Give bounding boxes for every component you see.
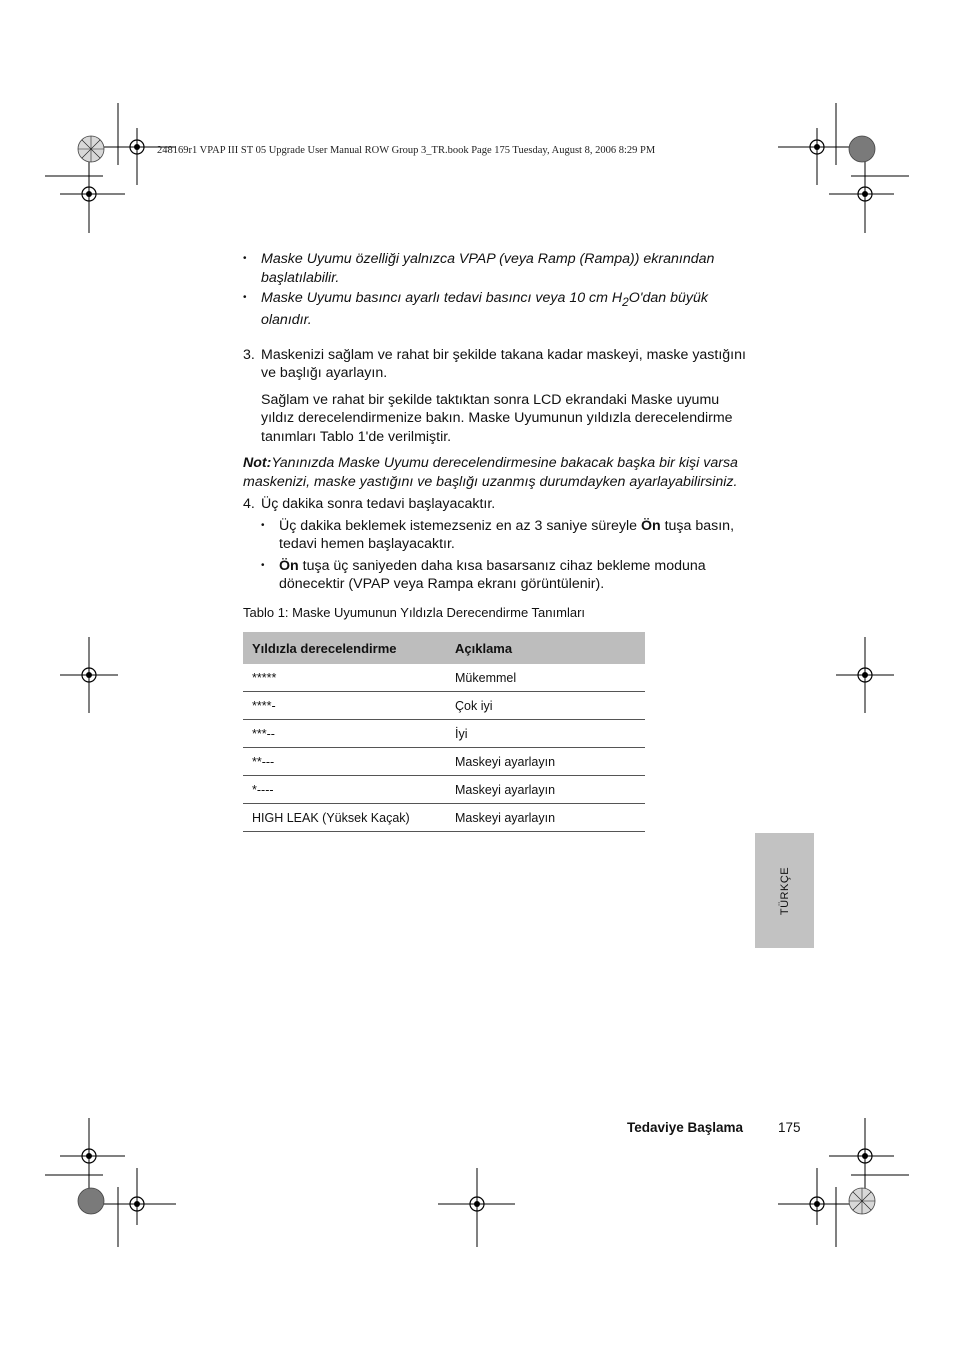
book-header-line: 248169r1 VPAP III ST 05 Upgrade User Manual ROW Group 3_TR.book Page 175 Tuesday, August 8, 2006 8:29 PM	[157, 145, 656, 156]
bullet-text: Maske Uyumu basıncı ayarlı tedavi basıncı veya 10 cm H	[261, 290, 623, 306]
sub-text: tuşa üç saniyeden daha kısa basarsanız cihaz bekleme moduna dönecektir (VPAP veya Rampa ekranı görüntülenir).	[279, 557, 706, 593]
step-text: Maskenizi sağlam ve rahat bir şekilde takana kadar maskeyi, maske yastığını ve başlığı ayarlayın.	[261, 346, 746, 382]
rating-cell: *----	[243, 776, 446, 804]
description-cell: Maskeyi ayarlayın	[446, 804, 645, 832]
description-cell: Maskeyi ayarlayın	[446, 748, 645, 776]
column-header: Açıklama	[446, 632, 645, 664]
description-cell: Çok iyi	[446, 692, 645, 720]
page-number: 175	[778, 1120, 801, 1135]
footer-section-title: Tedaviye Başlama	[627, 1120, 744, 1135]
main-content	[243, 250, 753, 622]
bullet-item	[243, 289, 753, 330]
sub-text: Üç dakika beklemek istemezseniz en az 3 saniye süreyle	[279, 517, 641, 534]
rating-table	[243, 632, 645, 832]
step-4	[243, 495, 753, 594]
table-row	[243, 748, 645, 776]
language-tab	[755, 833, 814, 948]
step-number: 3.	[243, 346, 255, 363]
rating-cell: ****-	[243, 692, 446, 720]
table-row	[243, 776, 645, 804]
language-tab-label: TÜRKÇE	[778, 866, 791, 915]
rating-cell: ***--	[243, 720, 446, 748]
bullet-item: • Maske Uyumu özelliği yalnızca VPAP (veya Ramp (Rampa)) ekranından başlatılabilir.	[243, 250, 753, 287]
key-name: Ön	[279, 557, 299, 574]
table-row	[243, 804, 645, 832]
rating-cell: *****	[243, 664, 446, 692]
description-cell: Mükemmel	[446, 664, 645, 692]
rating-cell: HIGH LEAK (Yüksek Kaçak)	[243, 804, 446, 832]
step-number: 4.	[243, 496, 255, 513]
key-name: Ön	[640, 517, 661, 534]
table-row	[243, 720, 645, 748]
column-header: Yıldızla derecelendirme	[243, 632, 446, 664]
note-text: Yanınızda Maske Uyumu derecelendirmesine bakacak başka bir kişi varsa maskenizi, maske yastığını ve başlığı uzanmış durumdayken ayarlayabilirsiniz.	[243, 455, 738, 490]
table-caption: Tablo 1: Maske Uyumunun Yıldızla Derecendirme Tanımları	[243, 604, 586, 620]
sub-bullet	[261, 557, 753, 594]
step-3	[243, 346, 753, 447]
table-header-row	[243, 632, 645, 664]
step-paragraph: Sağlam ve rahat bir şekilde taktıktan sonra LCD ekrandaki Maske uyumu yıldız derecelendirmenize bakın. Maske Uyumunun yıldızla derecelendirme tanımları Tablo 1'de verilmiştir.	[261, 391, 733, 445]
description-cell: Maskeyi ayarlayın	[446, 776, 645, 804]
sub-bullet	[261, 517, 753, 554]
table-row	[243, 692, 645, 720]
rating-cell: **---	[243, 748, 446, 776]
step-text: Üç dakika sonra tedavi başlayacaktır.	[261, 496, 496, 513]
table-row	[243, 664, 645, 692]
bullet-text: O'dan büyük olanıdır.	[261, 290, 708, 329]
note	[243, 454, 753, 491]
note-label: Not:	[243, 455, 272, 472]
description-cell: İyi	[446, 720, 645, 748]
sub-text: tuşa basın, tedavi hemen başlayacaktır.	[279, 517, 735, 553]
subscript: 2	[622, 294, 629, 309]
